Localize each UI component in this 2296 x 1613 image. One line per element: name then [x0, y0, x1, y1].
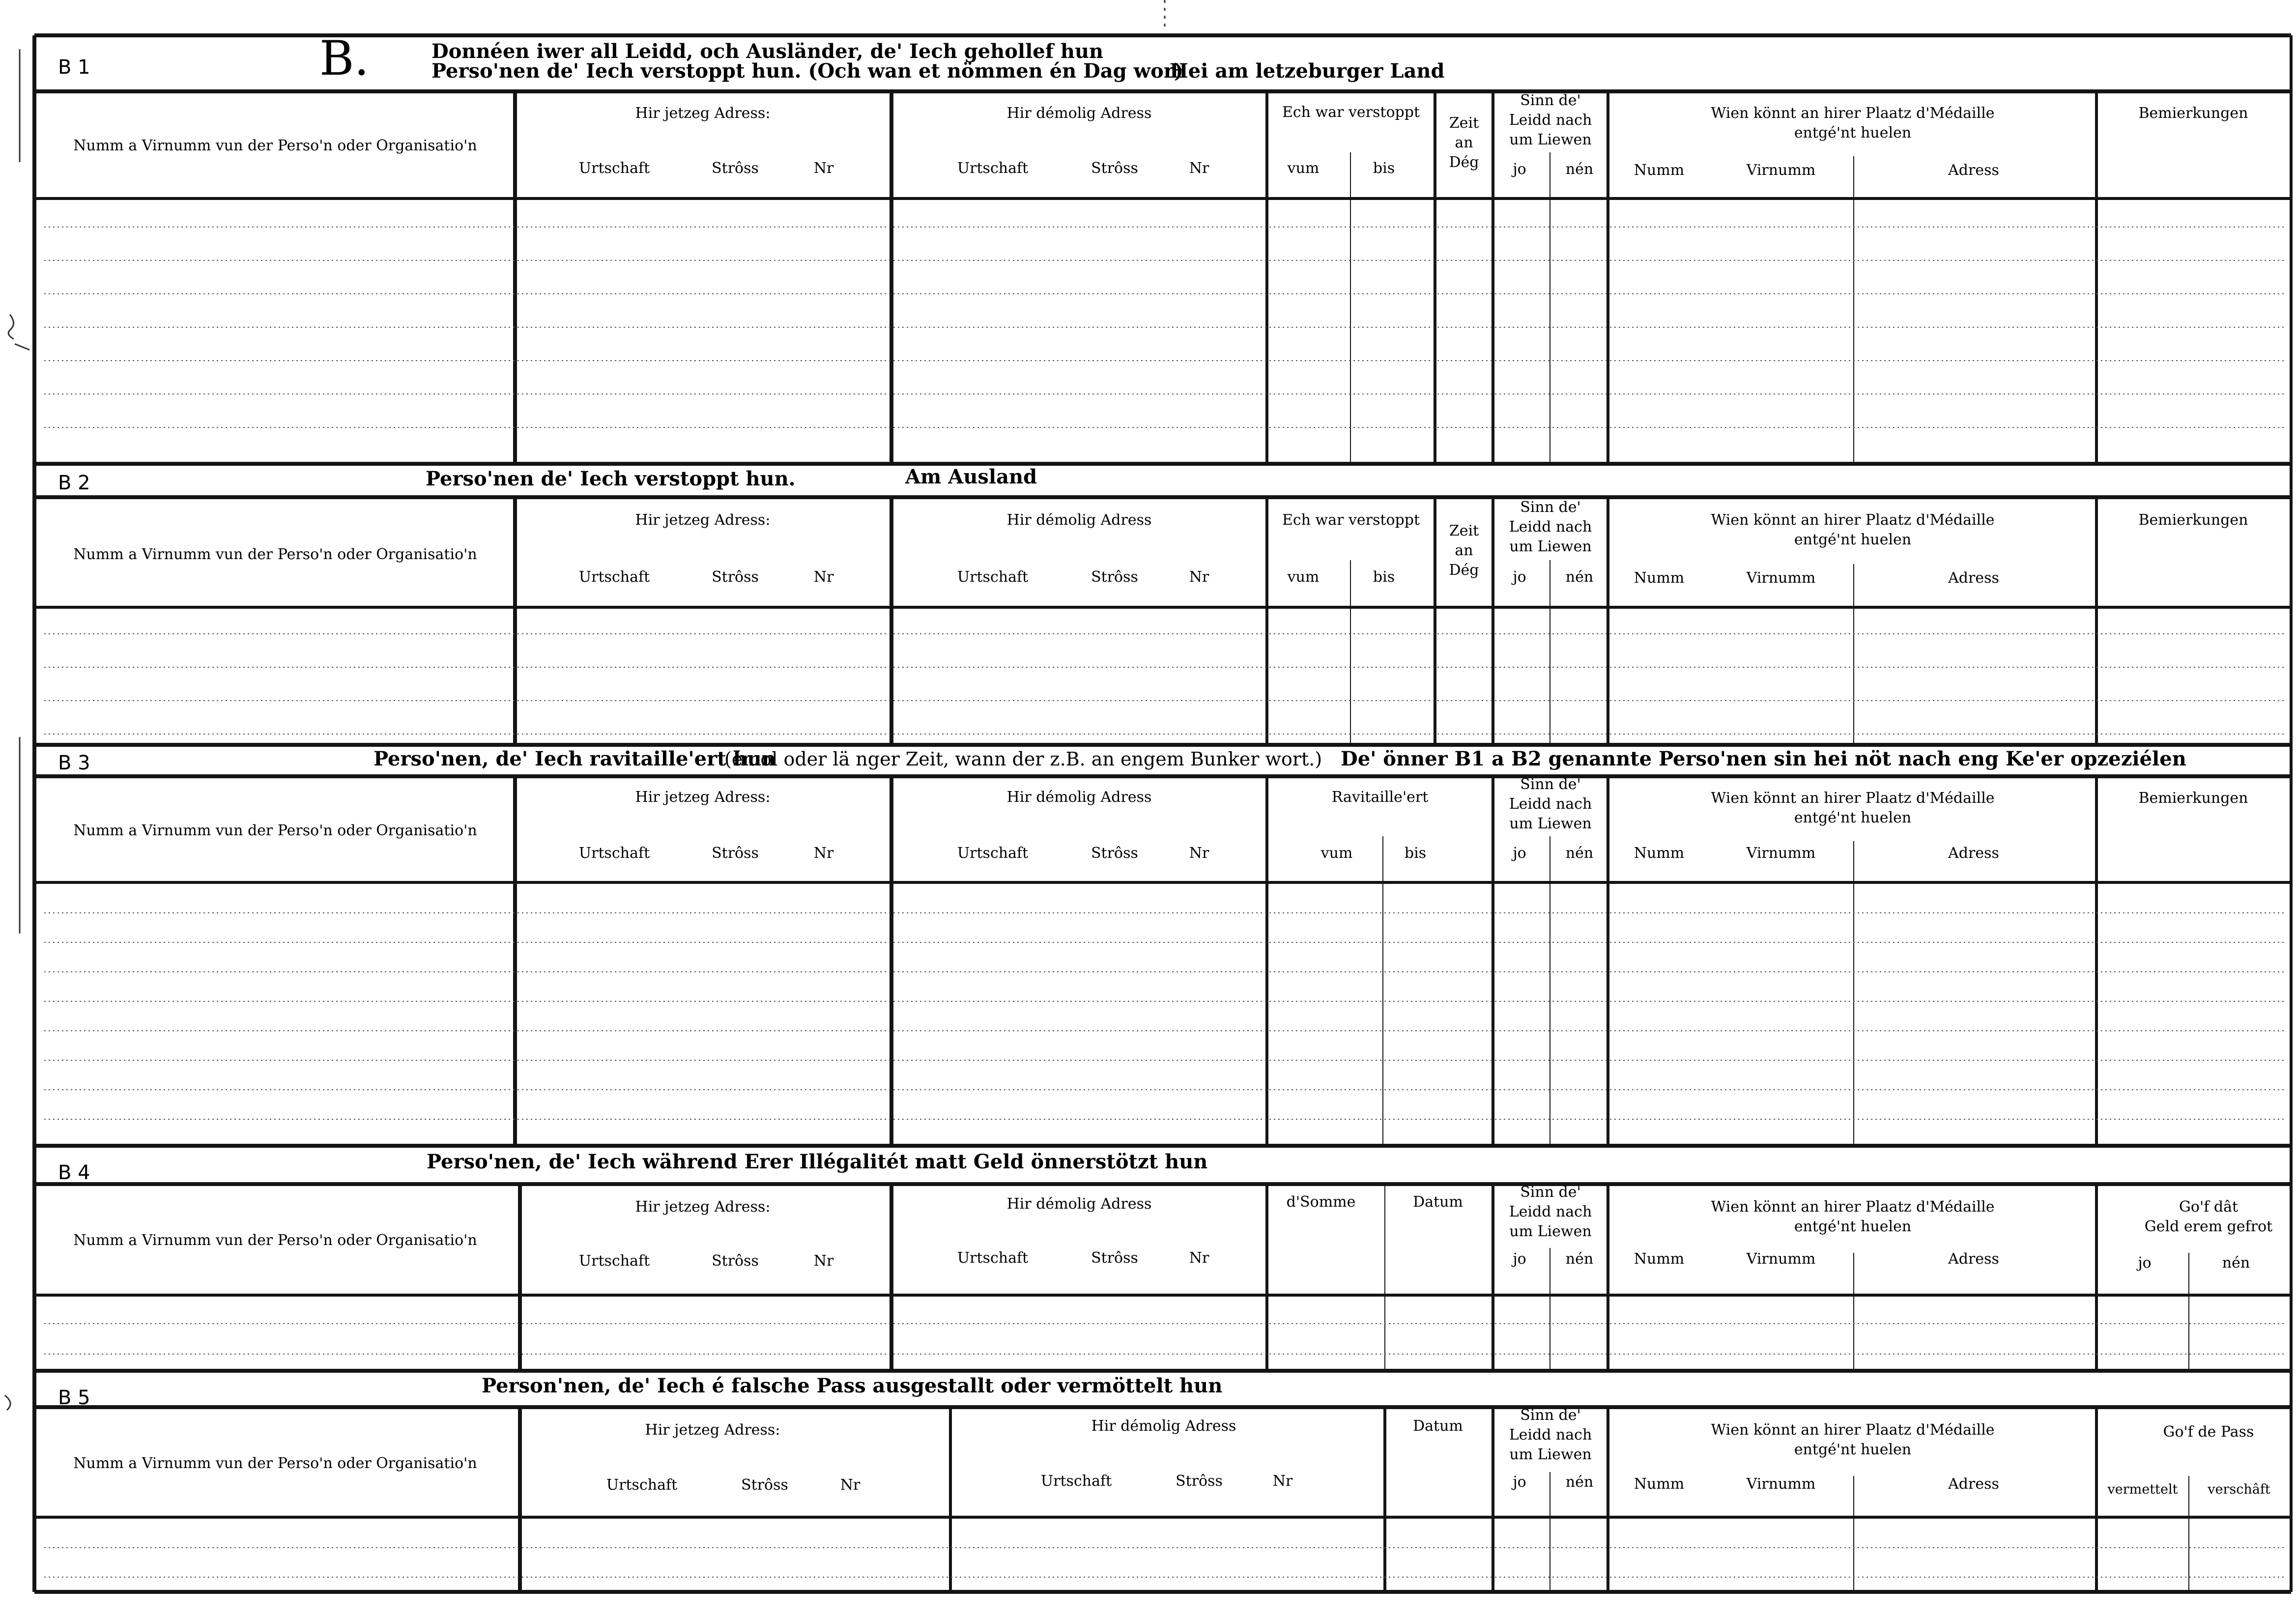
section-title-extra: De' önner B1 a B2 genannte Perso'nen sin hei nöt nach eng Ke'er opzeziélen	[1341, 747, 2186, 770]
remarks-label: Bemierkungen	[2138, 105, 2248, 122]
col-name-label: Numm a Virnumm vun der Perso'n oder Organisatio'n	[73, 822, 477, 839]
former-street-label: Strôss	[1091, 845, 1138, 862]
money-returned-label-2: Geld erem gefrot	[2144, 1218, 2273, 1235]
current-nr-label: Nr	[813, 1252, 834, 1270]
alive-label-2: Leidd nach	[1509, 795, 1592, 813]
no-label: nén	[1565, 845, 1594, 862]
from-label: vum	[1287, 568, 1320, 586]
days-label-3: Dég	[1449, 562, 1479, 579]
alive-label-2: Leidd nach	[1509, 112, 1592, 129]
alive-label-1: Sinn de'	[1520, 776, 1581, 793]
medal-firstname-label: Virnumm	[1746, 1250, 1816, 1268]
from-label: vum	[1320, 845, 1353, 862]
alive-label-1: Sinn de'	[1520, 499, 1581, 516]
alive-label-2: Leidd nach	[1509, 1426, 1592, 1443]
medal-address-label: Adress	[1948, 1475, 1999, 1493]
current-place-label: Urtschaft	[578, 845, 650, 862]
medal-label-2: entgé'nt huelen	[1794, 1441, 1912, 1458]
current-address-label: Hir jetzeg Adress:	[635, 105, 771, 122]
former-street-label: Strôss	[1091, 160, 1138, 177]
yes-label: jo	[1513, 1473, 1526, 1491]
former-address-label: Hir démolig Adress	[1006, 511, 1152, 529]
to-label: bis	[1373, 160, 1395, 177]
no-label: nén	[1565, 161, 1594, 178]
current-street-label: Strôss	[712, 568, 759, 586]
section-title-line1: Perso'nen, de' Iech während Erer Illégalitét matt Geld önnerstötzt hun	[427, 1150, 1208, 1173]
medal-label-1: Wien könnt an hirer Plaatz d'Médaille	[1711, 1421, 1995, 1439]
current-place-label: Urtschaft	[578, 160, 650, 177]
section-b4	[34, 1150, 2291, 1371]
medal-name-label: Numm	[1634, 569, 1685, 587]
section-letter: B.	[319, 31, 370, 86]
current-place-label: Urtschaft	[606, 1476, 678, 1494]
former-place-label: Urtschaft	[957, 160, 1029, 177]
days-label-3: Dég	[1449, 154, 1479, 171]
current-nr-label: Nr	[813, 160, 834, 177]
current-address-label: Hir jetzeg Adress:	[635, 511, 771, 529]
col-name-label: Numm a Virnumm vun der Perso'n oder Organisatio'n	[73, 1232, 477, 1249]
former-address-label: Hir démolig Adress	[1006, 1195, 1152, 1213]
medal-name-label: Numm	[1634, 845, 1685, 862]
current-nr-label: Nr	[813, 568, 834, 586]
section-code-b1: B 1	[58, 56, 90, 79]
former-nr-label: Nr	[1189, 1249, 1209, 1267]
alive-label-3: um Liewen	[1509, 131, 1592, 148]
section-code-b3: B 3	[58, 752, 90, 774]
days-label-2: an	[1455, 542, 1473, 559]
section-title-extra: Hei am letzeburger Land	[1170, 59, 1445, 83]
medal-address-label: Adress	[1948, 1250, 1999, 1268]
section-b2	[34, 465, 2291, 745]
hidden-period-label: Ech war verstoppt	[1282, 511, 1420, 529]
medal-label-2: entgé'nt huelen	[1794, 531, 1912, 548]
money-no-label: nén	[2222, 1254, 2250, 1272]
to-label: bis	[1404, 845, 1427, 862]
medal-firstname-label: Virnumm	[1746, 162, 1816, 179]
former-street-label: Strôss	[1091, 1249, 1138, 1267]
medal-firstname-label: Virnumm	[1746, 569, 1816, 587]
no-label: nén	[1565, 1250, 1594, 1268]
date-label: Datum	[1413, 1417, 1463, 1435]
col-name-label: Numm a Virnumm vun der Perso'n oder Organisatio'n	[73, 137, 477, 154]
alive-label-1: Sinn de'	[1520, 92, 1581, 109]
medal-label-1: Wien könnt an hirer Plaatz d'Médaille	[1711, 105, 1995, 122]
former-address-label: Hir démolig Adress	[1091, 1417, 1236, 1435]
current-address-label: Hir jetzeg Adress:	[635, 1198, 771, 1216]
no-label: nén	[1565, 568, 1594, 586]
former-nr-label: Nr	[1189, 845, 1209, 862]
pass-label: Go'f de Pass	[2163, 1423, 2254, 1441]
sum-label: d'Somme	[1286, 1193, 1356, 1211]
section-title-extra: Am Ausland	[905, 465, 1037, 488]
medal-label-1: Wien könnt an hirer Plaatz d'Médaille	[1711, 790, 1995, 807]
former-street-label: Strôss	[1091, 568, 1138, 586]
alive-label-3: um Liewen	[1509, 1446, 1592, 1463]
remarks-label: Bemierkungen	[2138, 511, 2248, 529]
col-name-label: Numm a Virnumm vun der Perso'n oder Organisatio'n	[73, 1455, 477, 1472]
medal-address-label: Adress	[1948, 569, 1999, 587]
pass-mediated-label: vermettelt	[2107, 1482, 2178, 1497]
to-label: bis	[1373, 568, 1395, 586]
date-label: Datum	[1413, 1193, 1463, 1211]
no-label: nén	[1565, 1473, 1594, 1491]
pass-procured-label: verschâft	[2208, 1482, 2270, 1497]
scan-margin-marks	[5, 0, 1165, 1410]
medal-label-2: entgé'nt huelen	[1794, 809, 1912, 826]
hidden-period-label: Ech war verstoppt	[1282, 104, 1420, 121]
alive-label-3: um Liewen	[1509, 538, 1592, 555]
medal-label-1: Wien könnt an hirer Plaatz d'Médaille	[1711, 511, 1995, 529]
alive-label-2: Leidd nach	[1509, 518, 1592, 536]
current-nr-label: Nr	[813, 845, 834, 862]
medal-address-label: Adress	[1948, 845, 1999, 862]
medal-name-label: Numm	[1634, 162, 1685, 179]
col-name-label: Numm a Virnumm vun der Perso'n oder Organisatio'n	[73, 546, 477, 563]
medal-label-1: Wien könnt an hirer Plaatz d'Médaille	[1711, 1198, 1995, 1216]
medal-address-label: Adress	[1948, 162, 1999, 179]
section-b3	[34, 747, 2291, 1146]
former-place-label: Urtschaft	[957, 568, 1029, 586]
section-b1	[34, 40, 2291, 464]
former-street-label: Strôss	[1176, 1472, 1223, 1490]
remarks-label: Bemierkungen	[2138, 790, 2248, 807]
money-returned-label-1: Go'f dât	[2179, 1198, 2239, 1216]
section-title-line2: Perso'nen de' Iech verstoppt hun. (Och wan et nömmen én Dag wor)	[431, 59, 1183, 83]
current-street-label: Strôss	[712, 1252, 759, 1270]
section-title-line1: Donnéen iwer all Leidd, och Ausländer, de' Iech gehollef hun	[431, 40, 1104, 63]
former-place-label: Urtschaft	[1040, 1472, 1112, 1490]
section-title-line1: Perso'nen de' Iech verstoppt hun.	[426, 467, 796, 490]
section-b5	[34, 1374, 2291, 1592]
current-street-label: Strôss	[712, 845, 759, 862]
current-place-label: Urtschaft	[578, 568, 650, 586]
medal-label-2: entgé'nt huelen	[1794, 124, 1912, 141]
days-label-1: Zeit	[1449, 114, 1479, 132]
section-title-line1: Person'nen, de' Iech é falsche Pass ausgestallt oder vermöttelt hun	[482, 1374, 1223, 1397]
medal-label-2: entgé'nt huelen	[1794, 1218, 1912, 1235]
days-label-1: Zeit	[1449, 522, 1479, 539]
medal-firstname-label: Virnumm	[1746, 845, 1816, 862]
alive-label-2: Leidd nach	[1509, 1203, 1592, 1220]
medal-name-label: Numm	[1634, 1475, 1685, 1493]
section-title-note: (émol oder lä nger Zeit, wann der z.B. an engem Bunker wort.)	[724, 748, 1322, 770]
yes-label: jo	[1513, 845, 1526, 862]
from-label: vum	[1287, 160, 1320, 177]
section-code-b2: B 2	[58, 472, 90, 494]
former-place-label: Urtschaft	[957, 845, 1029, 862]
current-address-label: Hir jetzeg Adress:	[635, 789, 771, 806]
medal-firstname-label: Virnumm	[1746, 1475, 1816, 1493]
current-place-label: Urtschaft	[578, 1252, 650, 1270]
section-title-line1: Perso'nen, de' Iech ravitaille'ert hun	[373, 747, 776, 770]
current-nr-label: Nr	[840, 1476, 861, 1494]
current-street-label: Strôss	[712, 160, 759, 177]
former-nr-label: Nr	[1272, 1472, 1293, 1490]
yes-label: jo	[1513, 1250, 1526, 1268]
former-address-label: Hir démolig Adress	[1006, 789, 1152, 806]
form-frame	[34, 35, 2291, 1592]
medal-name-label: Numm	[1634, 1250, 1685, 1268]
supplied-period-label: Ravitaille'ert	[1331, 789, 1429, 806]
current-address-label: Hir jetzeg Adress:	[645, 1421, 780, 1439]
money-yes-label: jo	[2138, 1254, 2152, 1272]
current-street-label: Strôss	[741, 1476, 788, 1494]
alive-label-1: Sinn de'	[1520, 1407, 1581, 1424]
former-nr-label: Nr	[1189, 160, 1209, 177]
alive-label-3: um Liewen	[1509, 1223, 1592, 1240]
alive-label-3: um Liewen	[1509, 815, 1592, 832]
yes-label: jo	[1513, 161, 1526, 178]
section-code-b4: B 4	[58, 1161, 90, 1184]
former-place-label: Urtschaft	[957, 1249, 1029, 1267]
former-nr-label: Nr	[1189, 568, 1209, 586]
days-label-2: an	[1455, 134, 1473, 151]
yes-label: jo	[1513, 568, 1526, 586]
former-address-label: Hir démolig Adress	[1006, 105, 1152, 122]
section-code-b5: B 5	[58, 1387, 90, 1409]
alive-label-1: Sinn de'	[1520, 1184, 1581, 1201]
